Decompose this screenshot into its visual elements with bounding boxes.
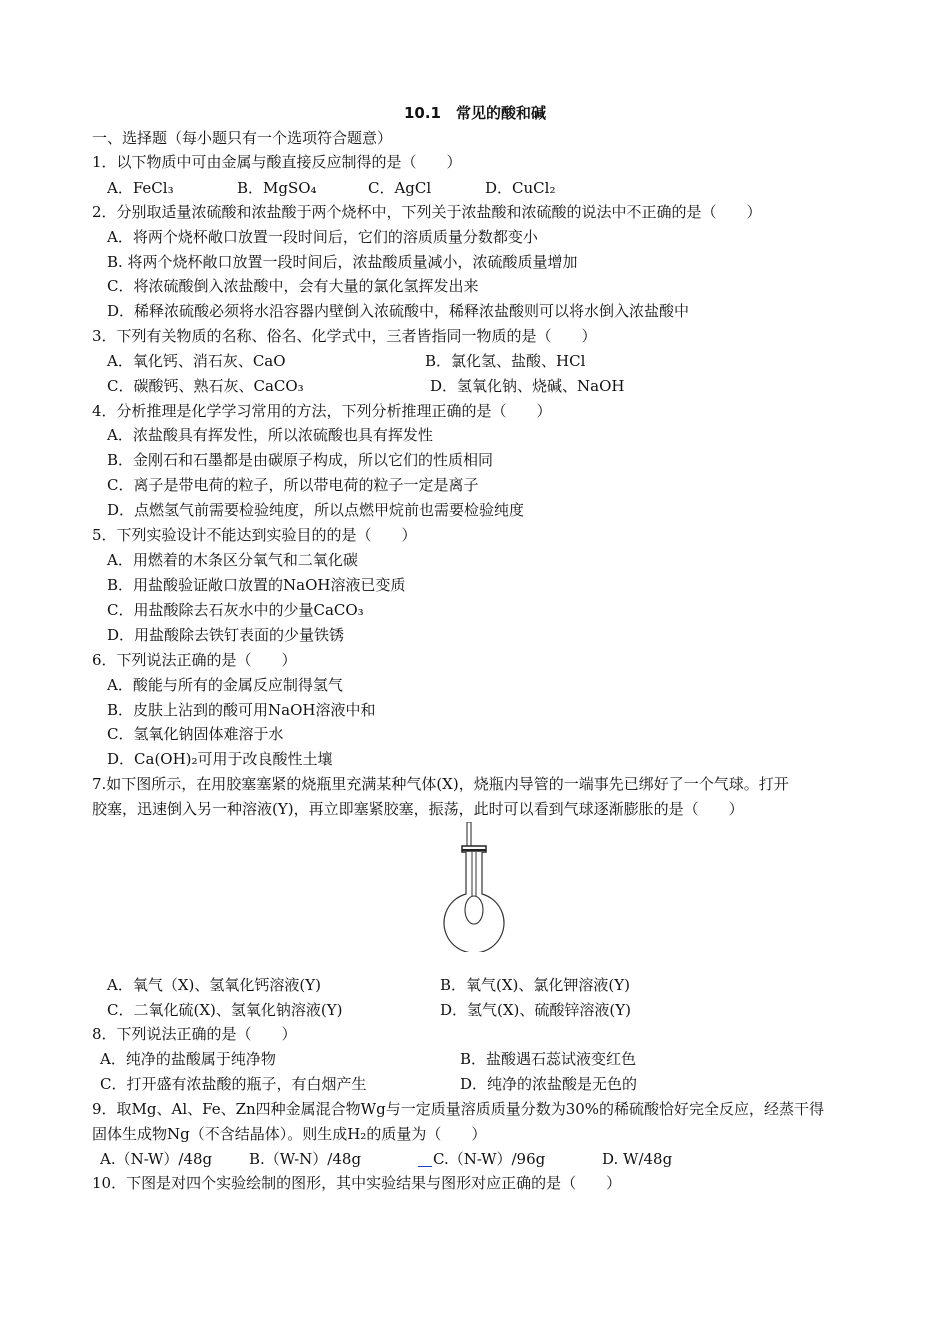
question-1-stem: 1．以下物质中可由金属与酸直接反应制得的是（ ） <box>92 153 462 171</box>
q8-option-b: B．盐酸遇石蕊试液变红色 <box>460 1050 637 1068</box>
q2-option-b: B. 将两个烧杯敞口放置一段时间后，浓盐酸质量减小，浓硫酸质量增加 <box>107 253 578 271</box>
q6-option-c: C．氢氧化钠固体难溶于水 <box>107 725 284 743</box>
q2-option-d: D．稀释浓硫酸必须将水沿容器内壁倒入浓硫酸中，稀释浓盐酸则可以将水倒入浓盐酸中 <box>107 302 690 320</box>
q3-option-a: A．氧化钙、消石灰、CaO <box>107 352 286 370</box>
q8-option-c: C．打开盛有浓盐酸的瓶子，有白烟产生 <box>100 1075 367 1093</box>
q1-option-c: C．AgCl <box>368 179 432 197</box>
q9-option-d: D. W/48g <box>602 1150 673 1168</box>
q6-option-a: A．酸能与所有的金属反应制得氢气 <box>107 676 343 694</box>
q7-option-d: D．氢气(X)、硫酸锌溶液(Y) <box>440 1001 632 1019</box>
q9-option-a: A.（N-W）/48g <box>100 1150 213 1168</box>
q1-option-a: A．FeCl₃ <box>107 179 174 197</box>
q3-option-b: B．氯化氢、盐酸、HCl <box>425 352 586 370</box>
q9-option-c: C.（N-W）/96g <box>433 1150 546 1168</box>
q4-option-d: D．点燃氢气前需要检验纯度，所以点燃甲烷前也需要检验纯度 <box>107 501 525 519</box>
q8-option-d: D．纯净的浓盐酸是无色的 <box>460 1075 638 1093</box>
section-heading: 一、选择题（每小题只有一个选项符合题意） <box>92 129 393 147</box>
page-title: 10.1 常见的酸和碱 <box>403 104 546 122</box>
question-3-stem: 3．下列有关物质的名称、俗名、化学式中，三者皆指同一物质的是（ ） <box>92 327 597 345</box>
flask-balloon-diagram <box>430 822 520 952</box>
q5-option-d: D．用盐酸除去铁钉表面的少量铁锈 <box>107 626 345 644</box>
question-7-stem-line2: 胶塞，迅速倒入另一种溶液(Y)，再立即塞紧胶塞，振荡，此时可以看到气球逐渐膨胀的是（ ） <box>92 800 744 818</box>
q4-option-a: A．浓盐酸具有挥发性，所以浓硫酸也具有挥发性 <box>107 426 433 444</box>
q4-option-c: C．离子是带电荷的粒子，所以带电荷的粒子一定是离子 <box>107 476 479 494</box>
question-8-stem: 8．下列说法正确的是（ ） <box>92 1025 297 1043</box>
q3-option-c: C．碳酸钙、熟石灰、CaCO₃ <box>107 377 304 395</box>
question-9-stem-line1: 9．取Mg、Al、Fe、Zn四种金属混合物Wg与一定质量溶质质量分数为30%的稀硫酸恰好完全反应，经蒸干得 <box>92 1100 825 1118</box>
balloon <box>465 896 483 924</box>
q3-option-d: D．氢氧化钠、烧碱、NaOH <box>430 377 625 395</box>
question-9-stem-line2: 固体生成物Ng（不含结晶体）。则生成H₂的质量为（ ） <box>92 1125 487 1143</box>
q4-option-b: B．金刚石和石墨都是由碳原子构成，所以它们的性质相同 <box>107 451 494 469</box>
q2-option-c: C．将浓硫酸倒入浓盐酸中，会有大量的氯化氢挥发出来 <box>107 277 479 295</box>
question-6-stem: 6．下列说法正确的是（ ） <box>92 651 297 669</box>
q7-option-a: A．氧气（X)、氢氧化钙溶液(Y) <box>107 976 321 994</box>
q6-option-b: B．皮肤上沾到的酸可用NaOH溶液中和 <box>107 701 376 719</box>
q6-option-d: D．Ca(OH)₂可用于改良酸性土壤 <box>107 750 333 768</box>
question-7-stem-line1: 7.如下图所示，在用胶塞塞紧的烧瓶里充满某种气体(X)，烧瓶内导管的一端事先已绑好了一个气球。打开 <box>92 775 789 793</box>
q8-option-a: A．纯净的盐酸属于纯净物 <box>100 1050 276 1068</box>
q2-option-a: A．将两个烧杯敞口放置一段时间后，它们的溶质质量分数都变小 <box>107 228 538 246</box>
q5-option-a: A．用燃着的木条区分氧气和二氧化碳 <box>107 551 358 569</box>
q5-option-b: B．用盐酸验证敞口放置的NaOH溶液已变质 <box>107 576 406 594</box>
q7-option-b: B．氧气(X)、氯化钾溶液(Y) <box>440 976 631 994</box>
question-5-stem: 5．下列实验设计不能达到实验目的的是（ ） <box>92 526 417 544</box>
q1-option-b: B．MgSO₄ <box>237 179 317 197</box>
blue-underline-mark <box>418 1166 432 1167</box>
question-10-stem: 10．下图是对四个实验绘制的图形，其中实验结果与图形对应正确的是（ ） <box>92 1174 622 1192</box>
q9-option-b: B.（W-N）/48g <box>249 1150 362 1168</box>
q1-option-d: D．CuCl₂ <box>485 179 556 197</box>
glass-tube-top <box>467 822 471 846</box>
q5-option-c: C．用盐酸除去石灰水中的少量CaCO₃ <box>107 601 364 619</box>
question-4-stem: 4．分析推理是化学学习常用的方法，下列分析推理正确的是（ ） <box>92 402 552 420</box>
question-2-stem: 2．分别取适量浓硫酸和浓盐酸于两个烧杯中，下列关于浓盐酸和浓硫酸的说法中不正确的是（ ） <box>92 203 762 221</box>
q7-option-c: C．二氧化硫(X)、氢氧化钠溶液(Y) <box>107 1001 343 1019</box>
